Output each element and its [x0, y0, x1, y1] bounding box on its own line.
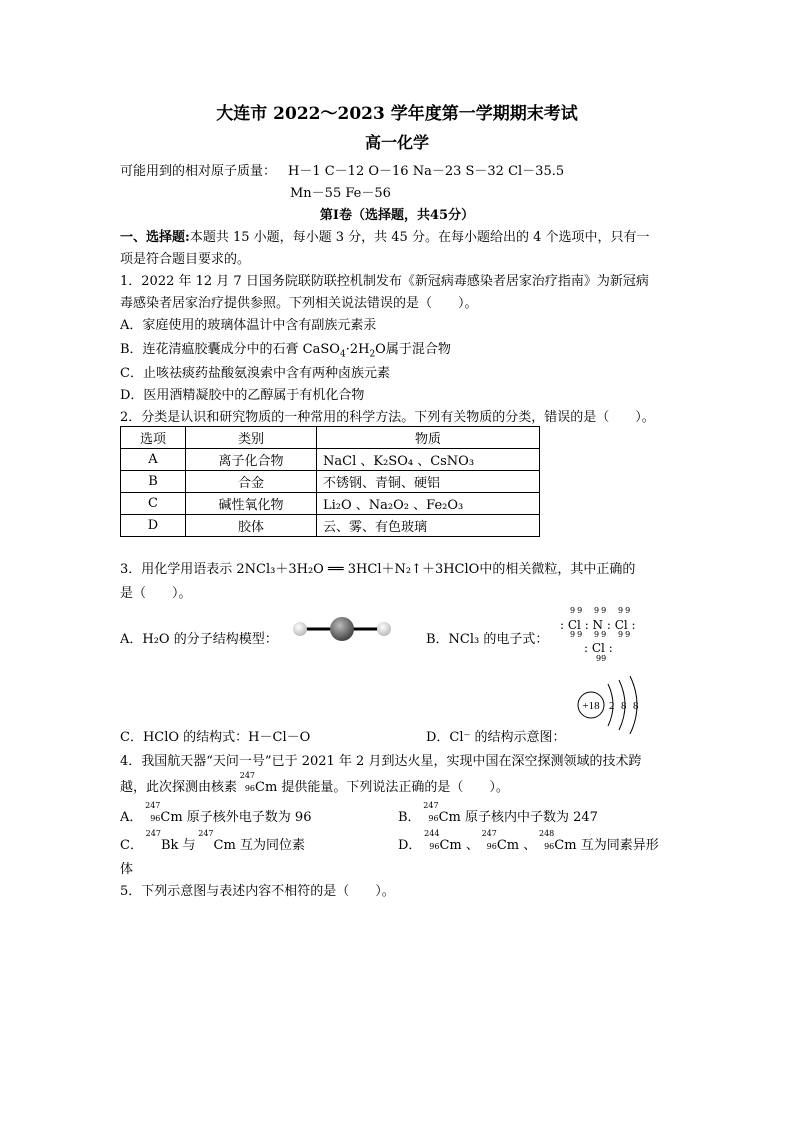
masses-line-1: H－1 C－12 O－16 Na－23 S－32 Cl－35.5	[288, 164, 565, 179]
q4-option-c: C． 247 Bk 与 247 Cm 互为同位素	[120, 829, 305, 853]
page-title: 大连市 2022～2023 学年度第一学期期末考试	[216, 104, 578, 124]
q1-b-mid: ·2H	[345, 342, 370, 357]
table-cell: 离子化合物	[186, 449, 317, 471]
table-header-cell: 选项	[121, 427, 186, 449]
shell-3-electrons: 8	[633, 700, 639, 712]
isotope-cm-247: 247 96	[239, 771, 256, 793]
q2-stem: 2．分类是认识和研究物质的一种常用的科学方法。下列有关物质的分类，错误的是（ ）。	[120, 410, 655, 425]
q4-option-a: A． 247 96 Cm 原子核外电子数为 96	[120, 801, 312, 825]
section-heading: 第Ⅰ卷（选择题，共45分）	[319, 208, 475, 223]
isotope-cm-244: 244 96	[424, 829, 440, 851]
q1-option-c: C．止咳祛痰药盐酸氨溴索中含有两种卤族元素	[120, 366, 390, 381]
table-cell: 胶体	[186, 515, 317, 537]
shell-2-electrons: 8	[621, 700, 627, 712]
q4-option-d: D． 244 96 Cm 、 247 96 Cm 、 248 96 Cm 互为同素异形	[398, 829, 659, 853]
ncl3-electron-dot-row-2: : Cl :	[584, 641, 613, 655]
q1-b-sub2: 2	[369, 349, 376, 360]
table-header-row	[121, 427, 540, 449]
q3-stem-1: 3．用化学用语表示 2NCl₃＋3H₂O ══ 3HCl＋N₂↑＋3HClO中的相关微粒，其中正确的	[120, 562, 636, 577]
table-header-cell: 类别	[186, 427, 317, 449]
isotope-cm-247: 247 96	[481, 829, 497, 851]
q4-stem-2: 越，此次探测由核素 247 96 Cm 提供能量。下列说法正确的是（ ）。	[120, 771, 509, 795]
table-header-cell: 物质	[317, 427, 540, 449]
table-cell: 不锈钢、青铜、硬铝	[317, 471, 540, 493]
page-subtitle: 高一化学	[364, 133, 429, 152]
masses-label: 可能用到的相对原子质量：	[120, 164, 277, 179]
q3-option-b: B．NCl₃ 的电子式：	[426, 632, 549, 647]
table-cell: Li₂O 、Na₂O₂ 、Fe₂O₃	[317, 493, 540, 515]
exam-page: 大连市 2022～2023 学年度第一学期期末考试 高一化学 可能用到的相对原子质量： H－1 C－12 O－16 Na－23 S－32 Cl－35.5 Mn－55 Fe－56 第Ⅰ卷（选择题，共45分） 一、选择题:本题共 15 小题，每小题 3 分，共 45 分。在每小题给出的 4 个选项中，只有一 项是符合题目要求的。 1．2022 年 12 月 7 日国务院联防联控机制发布《新冠病毒感染者居家治疗指南》为新冠病 毒感染者居家治疗提供参照。下列相关说法错误的是（ ）。 A．家庭使用的玻璃体温计中含有副族元素汞 B．连花清瘟胶囊成分中的石膏 $CaSO_4\cdot 2H_2O$属于混合物 C．止咳祛痰药盐酸氨溴索中含有两种卤族元素 D．医用酒精凝胶中的乙醇属于有机化合物 2．分类是认识和研究物质的一种常用的科学方法。下列有关物质的分类，错误的是（ ）。 选项 类别 物质 A 离子化合物 NaCl 、K₂SO₄ 、CsNO₃ B 合金 不锈钢、青铜、硬铝 C 碱性氧化物 Li₂O 、Na₂O₂ 、Fe₂O₃ D 胶体 云、雾、有色玻璃 3．用化学用语表示 2NCl₃＋3H₂O ══ 3HCl＋N₂↑＋3HClO中的相关微粒，其中正确的 是（ ）。 A．H₂O 的分子结构模型： B．NCl₃ 的电子式： 99 99 99 : Cl : N : Cl : 99 99 99 : Cl : 99 +18 2 8 8 C．HClO 的结构式：H－Cl－O D．Cl⁻ 的结构示意图： 4．我国航天器“天问一号”已于 2021 年 2 月到达火星，实现中国在深空探测领域的技术跨 越，此次探测由核素 247 96 Cm 提供能量。下列说法正确的是（ ）。 A． 247 96 Cm 原子核外电子数为 96 B． 247 96 Cm 原子核内中子数为 247 C． 247 Bk 与 247 Cm 互为同位素 D． 244 96 Cm 、 247 96 Cm 、 248 96 Cm 互为同素异形 体 5．下列示意图与表述内容不相符的是（ ）。	[0, 0, 794, 1123]
q3-option-c: C．HClO 的结构式：H－Cl－O	[120, 730, 311, 745]
dots-bottom: 99	[596, 654, 607, 663]
q4-option-d-tail: 体	[120, 862, 134, 877]
table-cell: D	[121, 515, 186, 537]
q1-b-pre: B．连花清瘟胶囊成分中的石膏 CaSO	[120, 342, 340, 357]
water-molecule-model-icon	[290, 614, 394, 644]
q1-option-d: D．医用酒精凝胶中的乙醇属于有机化合物	[120, 388, 365, 403]
isotope-cm-248: 248 96	[539, 829, 555, 851]
table-row	[121, 449, 540, 471]
q1-b-post: O属于混合物	[375, 342, 451, 357]
shell-1-electrons: 2	[609, 700, 615, 712]
isotope-cm-247: 247 96	[145, 801, 161, 823]
q3-stem-2: 是（ ）。	[120, 586, 192, 601]
section-intro-line-2: 项是符合题目要求的。	[120, 252, 251, 267]
table-cell: NaCl 、K₂SO₄ 、CsNO₃	[317, 449, 540, 471]
table-cell: 碱性氧化物	[186, 493, 317, 515]
ncl3-electron-dot-row-1: : Cl : N : Cl :	[560, 618, 636, 632]
q1-stem-1: 1．2022 年 12 月 7 日国务院联防联控机制发布《新冠病毒感染者居家治疗指南》为新冠病	[120, 274, 649, 289]
table-row	[121, 515, 540, 537]
masses-line-2: Mn－55 Fe－56	[290, 186, 391, 201]
q4-stem-1: 4．我国航天器“天问一号”已于 2021 年 2 月到达火星，实现中国在深空探测领域的技术跨	[120, 754, 642, 769]
q5-stem: 5．下列示意图与表述内容不相符的是（ ）。	[120, 884, 395, 899]
table-row	[121, 471, 540, 493]
table-cell: A	[121, 449, 186, 471]
chloride-ion-structure-diagram	[574, 676, 654, 734]
classification-table	[120, 426, 540, 537]
section-intro	[120, 226, 650, 245]
table-cell: C	[121, 493, 186, 515]
q4-option-b: B． 247 96 Cm 原子核内中子数为 247	[398, 801, 598, 825]
q1-option-a: A．家庭使用的玻璃体温计中含有副族元素汞	[120, 318, 377, 333]
table-cell: 云、雾、有色玻璃	[317, 515, 540, 537]
isotope-bk-247: 247	[145, 829, 161, 838]
nucleus-charge: +18	[582, 700, 600, 712]
q1-b-sub: 4	[339, 349, 346, 360]
q3-option-d: D．Cl⁻ 的结构示意图：	[426, 730, 566, 745]
q1-option-b	[120, 338, 451, 360]
q3-option-a: A．H₂O 的分子结构模型：	[120, 632, 278, 647]
section-intro-label: 一、选择题:	[120, 230, 190, 245]
table-row	[121, 493, 540, 515]
q1-stem-2: 毒感染者居家治疗提供参照。下列相关说法错误的是（ ）。	[120, 296, 478, 311]
section-intro-text: 本题共 15 小题，每小题 3 分，共 45 分。在每小题给出的 4 个选项中，只有一	[189, 230, 650, 245]
isotope-cm-247: 247	[198, 829, 214, 838]
table-cell: B	[121, 471, 186, 493]
isotope-cm-247: 247 96	[423, 801, 439, 823]
table-cell: 合金	[186, 471, 317, 493]
